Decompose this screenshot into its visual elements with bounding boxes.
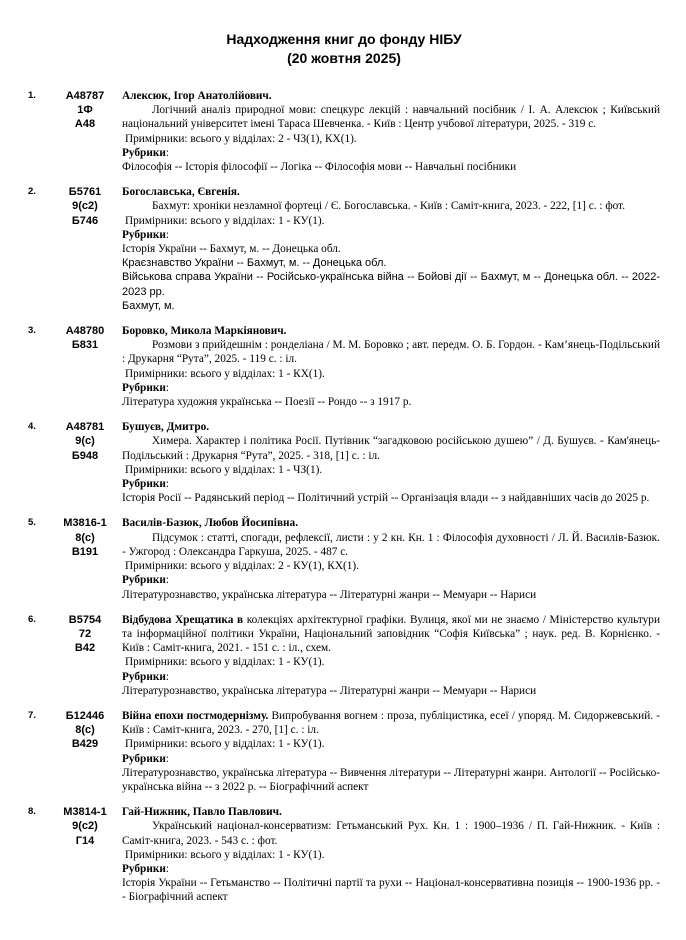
entry-description	[122, 531, 660, 559]
entry-content	[122, 185, 660, 313]
rubrics-list	[122, 588, 660, 602]
entry-description	[122, 819, 660, 847]
rubrics-label	[122, 477, 660, 491]
rubrics-label-bold: Рубрики	[122, 670, 166, 683]
entry-number: 3.	[28, 325, 36, 337]
copies-line: Примірники: всього у відділах: 1 - КУ(1).	[125, 214, 325, 227]
entry-description-text: Випробування вогнем : проза, публіцистика, есеї / упоряд. М. Сидоржевський. - Київ : Саміт-книга, 2023. - 270, [1] с. : іл.	[122, 709, 660, 737]
entry-content	[122, 420, 660, 505]
rubrics-label	[122, 146, 660, 160]
call-number-line: Б746	[71, 214, 99, 227]
entry-description	[122, 338, 660, 366]
entry-author: Василів-Базюк, Любов Йосипівна.	[122, 517, 299, 530]
entry-content	[122, 324, 660, 409]
rubrics-label-colon: :	[165, 574, 169, 587]
entry-title-lead: Відбудова Хрещатика в	[122, 613, 247, 626]
call-number-line: 9(с2)	[72, 200, 98, 213]
rubrics-label	[122, 670, 660, 684]
rubric-line: Філософія -- Історія філософії -- Логіка -- Філософія мови -- Навчальні посібники	[122, 161, 517, 174]
entry-number: 8.	[28, 806, 36, 818]
entry-number: 7.	[28, 709, 36, 721]
entry-title-lead: Війна епохи постмодернізму.	[122, 709, 272, 722]
rubrics-label-bold: Рубрики	[122, 381, 166, 394]
entry-description	[122, 709, 660, 737]
copies-line: Примірники: всього у відділах: 1 - ЧЗ(1).	[125, 463, 323, 476]
rubrics-label-colon: :	[165, 146, 169, 159]
entry-description-text: Розмови з прийдешнім : ронделіана / М. М. Боровко ; авт. передм. О. Б. Гордон. - Кам’янець-Подільський : Друкарня “Рута”, 2025. - 119 с. : іл.	[122, 339, 660, 366]
rubric-line: Історія України -- Бахмут, м. -- Донецька обл.	[122, 243, 341, 256]
entry-content	[122, 709, 660, 794]
call-number-line: 8(с)	[75, 531, 95, 544]
rubrics-label-colon: :	[165, 752, 169, 765]
entry-author: Алексюк, Ігор Анатолійович.	[122, 90, 272, 102]
entry-description	[122, 434, 660, 462]
entry-number: 2.	[28, 186, 36, 198]
rubrics-list	[122, 395, 660, 409]
copies-line: Примірники: всього у відділах: 1 - КУ(1).	[125, 848, 325, 861]
call-number	[54, 89, 116, 174]
rubrics-label-bold: Рубрики	[122, 752, 166, 765]
call-number	[54, 709, 116, 794]
entry-author: Богославська, Євгенія.	[122, 186, 240, 199]
rubrics-label-colon: :	[165, 862, 169, 875]
call-number	[54, 324, 116, 409]
rubrics-label-bold: Рубрики	[122, 862, 166, 875]
rubric-line: Краєзнавство України -- Бахмут, м. -- Донецька обл.	[122, 257, 387, 270]
call-number-line: Б5761	[68, 186, 102, 199]
rubrics-list	[122, 160, 660, 174]
call-number-line: Б948	[71, 449, 99, 462]
rubric-line: Історія Росії -- Радянський період -- Політичний устрій -- Організація влади -- з найдавніших часів до 2025 р.	[122, 492, 650, 505]
rubrics-label-colon: :	[165, 670, 169, 683]
rubrics-label	[122, 381, 660, 395]
copies-line: Примірники: всього у відділах: 1 - КУ(1).	[125, 656, 325, 669]
entry-content	[122, 516, 660, 601]
rubrics-label	[122, 862, 660, 876]
entry-number: 4.	[28, 421, 36, 433]
call-number-line: 9(с)	[75, 435, 95, 448]
entry-description-text: Підсумок : статті, спогади, рефлексії, листи : у 2 кн. Кн. 1 : Філософія духовності / Л. Й. Василів-Базюк. - Ужгород : Олександра Гаркуша, 2025. - 487 с.	[122, 531, 660, 558]
rubrics-label-colon: :	[165, 478, 169, 491]
rubric-line: Літературознавство, українська література -- Літературні жанри -- Мемуари -- Нариси	[122, 684, 537, 697]
entry-description-text: Логічний аналіз природної мови: спецкурс лекцій : навчальний посібник / І. А. Алексюк ; Київський національний університет імені Тараса Шевченка. - Київ : Центр учбової літератури, 2025. - 319 с.	[122, 104, 660, 131]
rubric-line: Літературознавство, українська література -- Вивчення літератури -- Літературні жанри. Антології -- Російсько-українська війна -- з 2022 р. -- Біографічний аспект	[122, 766, 660, 793]
rubrics-label-bold: Рубрики	[122, 146, 166, 159]
entry-number: 5.	[28, 517, 36, 529]
rubrics-label	[122, 573, 660, 587]
entry-number: 6.	[28, 613, 36, 625]
rubrics-label-bold: Рубрики	[122, 574, 166, 587]
entry-number: 1.	[28, 90, 36, 101]
call-number-line: А48	[74, 118, 96, 131]
catalog-entry	[28, 89, 660, 174]
copies-line: Примірники: всього у відділах: 2 - ЧЗ(1), КХ(1).	[125, 132, 357, 145]
call-number-line: В429	[71, 738, 99, 751]
entry-description	[122, 613, 660, 656]
entry-content	[122, 613, 660, 698]
call-number-line: В5754	[68, 613, 102, 626]
copies-line: Примірники: всього у відділах: 2 - КУ(1), КХ(1).	[125, 560, 360, 573]
entry-content	[122, 805, 660, 904]
doc-title	[28, 30, 660, 68]
call-number-line: А48780	[65, 325, 105, 338]
call-number	[54, 516, 116, 601]
rubrics-label-bold: Рубрики	[122, 478, 166, 491]
call-number-line: 1Ф	[77, 104, 93, 117]
entry-content	[122, 89, 660, 174]
rubrics-label	[122, 228, 660, 242]
call-number-line: 72	[78, 627, 92, 640]
rubrics-list	[122, 684, 660, 698]
call-number-line: М3816-1	[63, 517, 107, 530]
rubric-line: Військова справа України -- Російсько-українська війна -- Бойові дії -- Бахмут, м -- Донецька обл. -- 2022-2023 рр.	[122, 271, 660, 298]
rubrics-label-bold: Рубрики	[122, 228, 166, 241]
entry-description	[122, 103, 660, 131]
entries-list	[28, 89, 660, 905]
call-number-line: В42	[74, 642, 96, 655]
call-number-line: А48787	[65, 90, 105, 102]
call-number-line: В191	[71, 545, 99, 558]
rubrics-list	[122, 766, 660, 794]
call-number-line: А48781	[65, 421, 105, 434]
entry-description-text: колекціях архітектурної графіки. Вулиця, якої ми не знаємо / Міністерство культури та інформаційної політики України, Національний заповідник “Софія Київська” ; наук. ред. В. Корнієнко. - Київ : Саміт-книга, 2021. - 151 с. : іл., схем.	[122, 613, 660, 655]
catalog-entry	[28, 516, 660, 601]
call-number	[54, 420, 116, 505]
entry-author: Бушуєв, Дмитро.	[122, 421, 210, 434]
rubrics-list	[122, 491, 660, 505]
rubric-line: Літературознавство, українська література -- Літературні жанри -- Мемуари -- Нариси	[122, 588, 537, 601]
entry-description-text: Бахмут: хроніки незламної фортеці / Є. Богославська. - Київ : Саміт-книга, 2023. - 222, [1] с. : фот.	[152, 200, 626, 213]
catalog-entry	[28, 324, 660, 409]
entry-description	[122, 199, 660, 213]
rubric-line: Література художня українська -- Поезії -- Рондо -- з 1917 р.	[122, 396, 412, 409]
entry-author: Гай-Нижник, Павло Павлович.	[122, 806, 282, 819]
catalog-entry	[28, 185, 660, 313]
rubrics-label	[122, 752, 660, 766]
doc-title-line1: Надходження книг до фонду НІБУ	[226, 31, 462, 47]
catalog-entry	[28, 805, 660, 904]
copies-line: Примірники: всього у відділах: 1 - КУ(1).	[125, 738, 325, 751]
entry-description-text: Химера. Характер і політика Росії. Путівник “загадковою російською душею” / Д. Бушуєв. - Кам'янець-Подільський : Друкарня “Рута”, 2025. - 318, [1] с. : іл.	[122, 435, 660, 462]
call-number-line: Г14	[75, 834, 95, 847]
entry-author: Боровко, Микола Маркіянович.	[122, 325, 287, 338]
call-number-line: 8(с)	[75, 724, 95, 737]
rubrics-list	[122, 876, 660, 904]
call-number	[54, 185, 116, 313]
rubrics-label-colon: :	[165, 381, 169, 394]
rubrics-list	[122, 242, 660, 313]
call-number-line: 9(с2)	[72, 820, 98, 833]
call-number	[54, 805, 116, 904]
catalog-entry	[28, 613, 660, 698]
catalog-entry	[28, 420, 660, 505]
catalog-entry	[28, 709, 660, 794]
rubric-line: Бахмут, м.	[122, 299, 175, 312]
call-number-line: М3814-1	[63, 806, 107, 819]
call-number-line: Б12446	[65, 709, 105, 722]
doc-title-date: (20 жовтня 2025)	[287, 50, 401, 66]
call-number-line: Б831	[71, 339, 99, 352]
rubrics-label-colon: :	[165, 228, 169, 241]
rubric-line: Історія України -- Гетьманство -- Політичні партії та рухи -- Націонал-консервативна позиція -- 1900-1936 рр. -- Біографічний аспект	[122, 877, 660, 904]
call-number	[54, 613, 116, 698]
entry-description-text: Український націонал-консерватизм: Гетьманський Рух. Кн. 1 : 1900–1936 / П. Гай-Нижник. - Київ : Саміт-книга, 2023. - 543 с. : фот.	[122, 820, 660, 847]
copies-line: Примірники: всього у відділах: 1 - КХ(1).	[125, 367, 325, 380]
